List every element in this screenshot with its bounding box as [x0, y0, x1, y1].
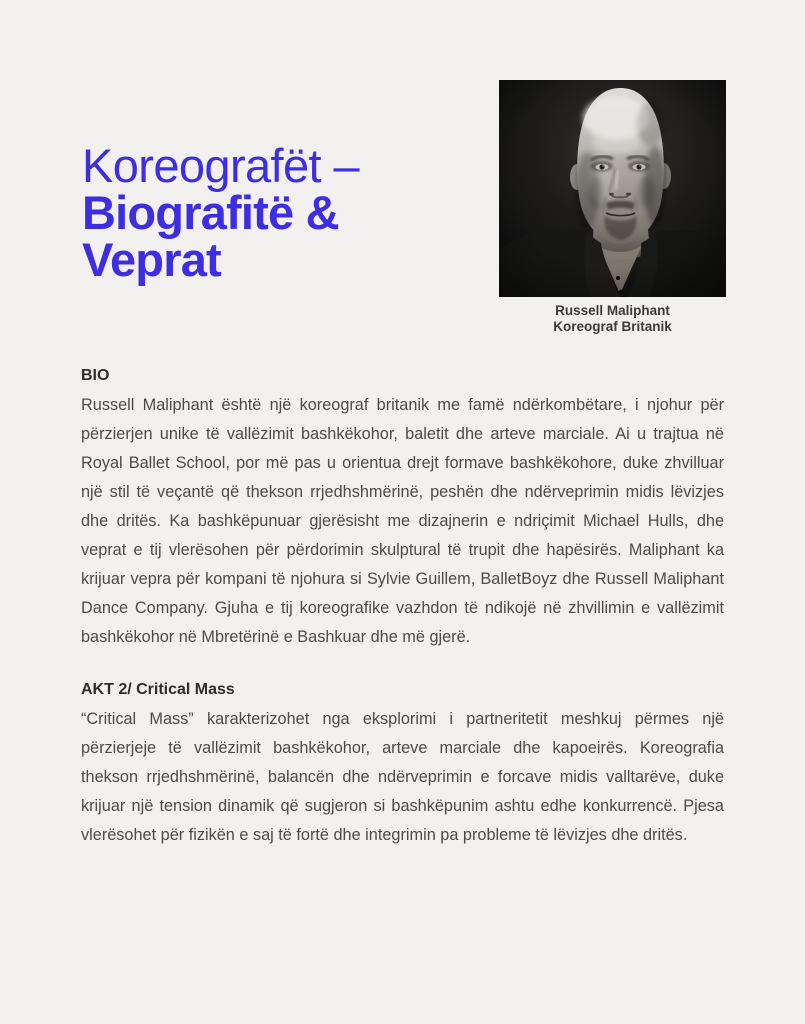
title-line-3: Veprat — [82, 233, 221, 286]
akt2-body: “Critical Mass” karakterizohet nga eksplorimi i partneritetit meshkuj përmes një përzierjeje të vallëzimit bashkëkohor, arteve marciale dhe kapoeirës. Koreografia thekson rrjedhshmërinë, balancën dhe ndërveprimin e forcave midis valltarëve, duke krijuar një tension dinamik që sugjeron si bashkëpunim ashtu edhe konkurrencë. Pjesa vlerësohet për fizikën e saj të fortë dhe integrimin pa probleme të lëvizjes dhe dritës. — [81, 710, 724, 844]
bio-body: Russell Maliphant është një koreograf britanik me famë ndërkombëtare, i njohur për përzierjen unike të vallëzimit bashkëkohor, baletit dhe arteve marciale. Ai u trajtua në Royal Ballet School, por më pas u orientua drejt formave bashkëkohore, duke zhvilluar një stil të veçantë që thekson rrjedhshmërinë, peshën dhe ndërveprimin midis lëvizjes dhe dritës. Ka bashkëpunuar gjerësisht me dizajnerin e ndriçimit Michael Hulls, dhe veprat e tij vlerësohen për përdorimin skulptural të trupit dhe hapësirës. Maliphant ka krijuar vepra për kompani të njohura si Sylvie Guillem, BalletBoyz dhe Russell Maliphant Dance Company. Gjuha e tij koreografike vazhdon të ndikojë në zhvillimin e vallëzimit bashkëkohor në Mbretërinë e Bashkuar dhe më gjerë. — [81, 396, 724, 646]
section-akt2-critical-mass — [81, 678, 724, 850]
caption-name: Russell Maliphant — [555, 303, 670, 318]
bio-heading: BIO — [81, 367, 110, 384]
portrait-photo — [499, 80, 726, 297]
akt2-heading: AKT 2/ Critical Mass — [81, 681, 235, 698]
portrait-illustration — [499, 80, 726, 297]
title-line-2: Biografitë & — [82, 186, 339, 239]
title-line-1: Koreografët – — [82, 139, 359, 192]
caption-role: Koreograf Britanik — [553, 319, 672, 334]
portrait-caption — [499, 303, 726, 335]
portrait-figure — [499, 80, 726, 335]
content — [81, 364, 724, 850]
page-title — [82, 139, 359, 286]
section-bio — [81, 364, 724, 652]
